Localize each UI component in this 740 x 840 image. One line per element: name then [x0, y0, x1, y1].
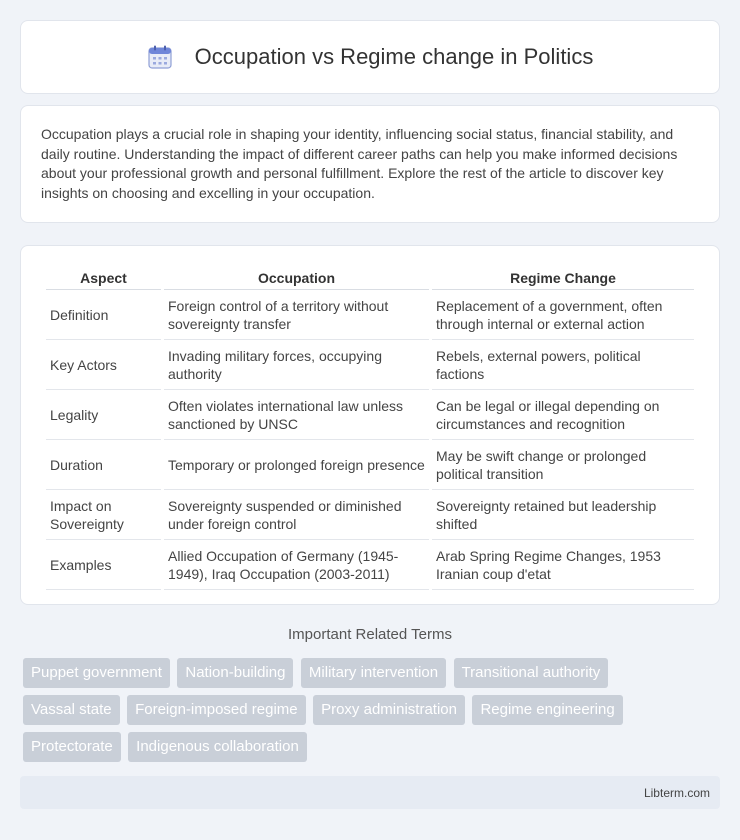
- table-row: [46, 541, 694, 590]
- comparison-table-card: [20, 245, 720, 605]
- related-term-tag[interactable]: Nation-building: [177, 658, 293, 688]
- related-terms-list: [23, 658, 713, 769]
- row-occupation: Foreign control of a territory without sovereignty transfer: [164, 291, 429, 340]
- calendar-icon: [147, 44, 173, 70]
- row-occupation: Temporary or prolonged foreign presence: [164, 441, 429, 490]
- related-term-tag[interactable]: Indigenous collaboration: [128, 732, 307, 762]
- table-row: [46, 441, 694, 490]
- page-title: Occupation vs Regime change in Politics: [194, 44, 594, 69]
- table-row: [46, 341, 694, 390]
- row-aspect: Duration: [46, 441, 161, 490]
- header-aspect: Aspect: [46, 267, 161, 290]
- table-header-row: [46, 267, 694, 290]
- row-occupation: Allied Occupation of Germany (1945-1949), Iraq Occupation (2003-2011): [164, 541, 429, 590]
- intro-text: Occupation plays a crucial role in shaping your identity, influencing social status, financial stability, and daily routine. Understanding the impact of different career paths can help you make informed decisions about your professional growth and personal fulfillment. Explore the rest of the article to discover key insights on choosing and excelling in your occupation.: [41, 126, 678, 201]
- related-term-tag[interactable]: Foreign-imposed regime: [127, 695, 306, 725]
- related-term-tag[interactable]: Regime engineering: [472, 695, 622, 725]
- row-aspect: Key Actors: [46, 341, 161, 390]
- row-regime-change: Replacement of a government, often through internal or external action: [432, 291, 694, 340]
- intro-card: [20, 105, 720, 223]
- header-card: [20, 20, 720, 94]
- related-term-tag[interactable]: Proxy administration: [313, 695, 465, 725]
- table-row: [46, 291, 694, 340]
- row-aspect: Examples: [46, 541, 161, 590]
- footer: [20, 776, 720, 809]
- footer-link[interactable]: Libterm.com: [643, 786, 710, 800]
- row-aspect: Impact on Sovereignty: [46, 491, 161, 540]
- row-aspect: Legality: [46, 391, 161, 440]
- related-term-tag[interactable]: Military intervention: [301, 658, 446, 688]
- table-row: [46, 491, 694, 540]
- row-aspect: Definition: [46, 291, 161, 340]
- table-row: [46, 391, 694, 440]
- row-regime-change: Arab Spring Regime Changes, 1953 Iranian coup d'etat: [432, 541, 694, 590]
- header-regime-change: Regime Change: [432, 267, 694, 290]
- related-term-tag[interactable]: Transitional authority: [454, 658, 609, 688]
- row-occupation: Sovereignty suspended or diminished under foreign control: [164, 491, 429, 540]
- row-regime-change: Can be legal or illegal depending on circumstances and recognition: [432, 391, 694, 440]
- related-terms-title: Important Related Terms: [288, 626, 452, 643]
- row-regime-change: May be swift change or prolonged political transition: [432, 441, 694, 490]
- related-term-tag[interactable]: Protectorate: [23, 732, 121, 762]
- header-occupation: Occupation: [164, 267, 429, 290]
- row-occupation: Often violates international law unless sanctioned by UNSC: [164, 391, 429, 440]
- row-occupation: Invading military forces, occupying authority: [164, 341, 429, 390]
- related-term-tag[interactable]: Vassal state: [23, 695, 120, 725]
- row-regime-change: Sovereignty retained but leadership shifted: [432, 491, 694, 540]
- comparison-table: [43, 266, 697, 591]
- related-term-tag[interactable]: Puppet government: [23, 658, 170, 688]
- row-regime-change: Rebels, external powers, political factions: [432, 341, 694, 390]
